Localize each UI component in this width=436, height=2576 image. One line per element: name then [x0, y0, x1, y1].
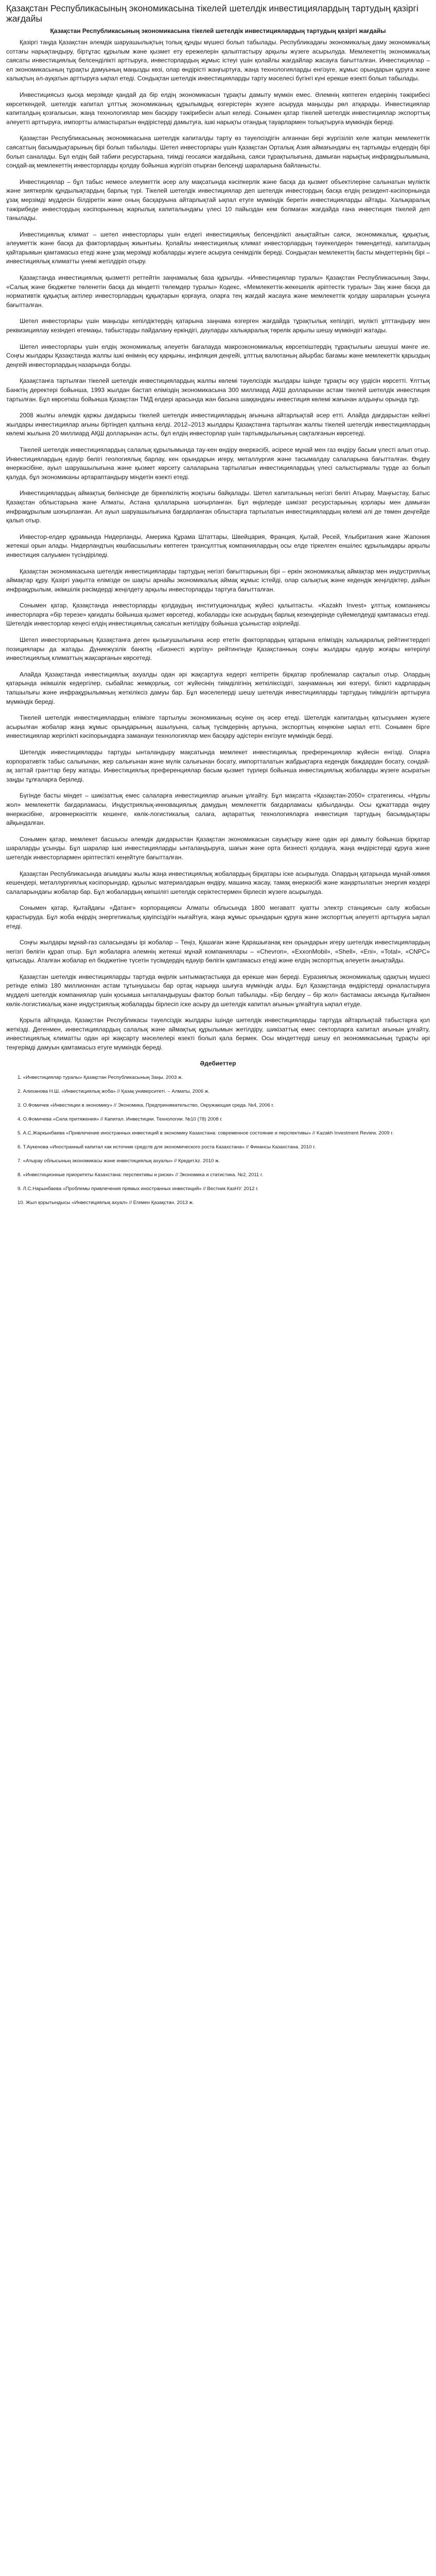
document-subtitle: Қазақстан Республикасының экономикасына тікелей шетелдік инвестициялардың тартудың қазіргі жағдайы: [50, 27, 386, 35]
paragraph: Тікелей шетелдік инвестициялардың елімізге тартылуы экономиканың өсуіне оң әсер етеді. Шетелдік капиталдың қатысуымен жүзеге асырылған жобалар жаңа жұмыс орындарының ашылуына, салық түсімдерінің артуына, экспорттың кеңеюіне ықпал етті. Сонымен бірге инвестициялар жергілікті кәсіпорындарға заманауи технологиялар мен басқару әдістерін енгізуге мүмкіндік берді.: [6, 714, 430, 740]
reference-item: 1. «Инвестициялар туралы» Қазақстан Республикасының Заңы. 2003 ж.: [18, 1074, 183, 1080]
paragraph: Алайда Қазақстанда инвестициялық ахуалды одан әрі жақсартуға кедергі келтіретін бірқатар проблемалар сақталып отыр. Олардың қатарында әкімшілік кедергілер, сыбайлас жемқорлық, сот жүйесінің тиімділігінің жеткіліксіздігі, заңнаманың жиі өзгеруі, білікті кадрлардың тапшылығы және инфрақұрылымның жеткіліксіз дамуы бар. Бұл мәселелерді шешу шетелдік инвестицияларды тартудың тиімділігін арттыруға мүмкіндік береді.: [6, 670, 430, 705]
paragraph: Қазақстан Республикасының экономикасына шетелдік капиталды тарту өз тәуелсіздігін алғаннан бері жүргізіліп келе жатқан мемлекеттік саясаттың басымдықтарының бірі болып табылады. Шетел инвесторлары үшін Қазақстан Орталық Азия аймағындағы ең тартымды елдердің бірі болып саналады. Бұл елдің бай табиғи ресурстарына, тиімді геосаяси жағдайына, саяси тұрақтылығына, дамыған нарықтық инфрақұрылымына, сондай-ақ мемлекеттің инвесторларды қолдау бойынша жүргізіп отырған белсенді шараларына байланысты.: [6, 134, 430, 170]
paragraph: Инвестициялардың аймақтық бөлінісінде де біркелкіліктің жоқтығы байқалады. Шетел капиталының негізгі бөлігі Атырау, Маңғыстау, Батыс Қазақстан облыстарына және Алматы, Астана қалаларына шоғырланған. Бұл өңірлерде шикізат ресурстарының қорлары мен дамыған инфрақұрылым шоғырланған. Ал ауыл шаруашылығына бағдарланған облыстарға тартылатын инвестициялардың көлемі әлі де төмен деңгейде қалып отыр.: [6, 489, 430, 524]
reference-item: 5. А.С.Жаркынбаева «Привлечение иностранных инвестиций в экономику Казахстана: современное состояние и перспективы» // Kazakh Investment Review. 2009 г.: [18, 1130, 394, 1136]
paragraph: Қазақстанға тартылған тікелей шетелдік инвестициялардың жалпы көлемі тәуелсіздік жылдары ішінде тұрақты өсу үрдісін көрсетті. Ұлттық Банктің деректері бойынша, 1993 жылдан бастап еліміздің экономикасына 300 миллиард АҚШ долларынан астам тікелей шетелдік инвестиция тартылған. Бұл көрсеткіш бойынша Қазақстан ТМД елдері арасында жан басына шаққандағы инвестиция көлемі жағынан алдыңғы орында тұр.: [6, 377, 430, 403]
paragraph: Соңғы жылдары мұнай-газ саласындағы ірі жобалар – Теңіз, Қашаған және Қарашығанақ кен орындарын игеру шетелдік инвестициялардың негізгі бөлігін құрап отыр. Бұл жобаларға әлемнің жетекші мұнай компаниялары – «Chevron», «ExxonMobil», «Shell», «Eni», «Total», «CNPC» қатысады. Аталған жобалар ел бюджетіне түсетін түсімдердің едәуір бөлігін қамтамасыз етеді және елдің экспорттық әлеуетін анықтайды.: [6, 939, 430, 964]
paragraph: Шетел инвесторларының Қазақстанға деген қызығушылығына әсер ететін факторлардың қатарына еліміздің халықаралық рейтингтердегі позициялары да жатады. Дүниежүзілік банктің «Бизнесті жүргізу» рейтингінде Қазақстанның соңғы жылдары едәуір жоғары көтерілуі инвестициялық климаттың жақсарғанын көрсетеді.: [6, 636, 430, 662]
paragraph: Сонымен қатар, Қазақстанда инвесторларды қолдаудың институционалдық жүйесі қалыптасты. «Kazakh Invest» ұлттық компаниясы инвесторларға «бір терезе» қағидаты бойынша қызмет көрсетеді, жобаларды іске асырудың барлық кезеңдерінде сүйемелдеуді қамтамасыз етеді. Шетелдік инвесторлар кеңесі елдің инвестициялық саясатын жетілдіру бойынша ұсыныстар әзірлейді.: [6, 602, 430, 628]
document-page: [0, 0, 436, 1206]
paragraph: Инвестициялық климат – шетел инвесторлары үшін елдегі инвестициялық белсенділікті анықтайтын саяси, экономикалық, құқықтық, әлеуметтік және басқа да факторлардың жиынтығы. Қолайлы инвестициялық климат инвесторлардың тәуекелдерін төмендетеді, капиталдың қайтарымын қамтамасыз етеді және ұзақ мерзімді жобаларды жүзеге асыруға сенімділік береді. Сондықтан мемлекеттің басты міндеттерінің бірі – инвестициялық климатты үнемі жетілдіріп отыру.: [6, 230, 430, 265]
reference-item: 10. Жыл қорытындысы «Инвестициялық ахуал» // Егемен Қазақстан. 2013 ж.: [18, 1199, 194, 1206]
reference-item: 4. О.Фомичева «Сила притяжения» // Капитал. Инвестиции. Технологии. №10 (78) 2008 г.: [18, 1116, 223, 1122]
paragraph: Сонымен қатар, мемлекет басшысы әлемдік дағдарыстан Қазақстан экономикасын сауықтыру және одан әрі дамыту бойынша бірқатар шараларды ұсынды. Бұл шаралар ішкі инвестицияларды ынталандыруға, шағын және орта бизнесті қолдауға, жаңа өндірістерді құруға және шетелдік инвесторлармен әріптестікті кеңейтуге бағытталған.: [6, 835, 430, 861]
references-list: [6, 1074, 430, 1206]
references-heading: Әдебиеттер: [200, 1059, 236, 1067]
document-title: Қазақстан Республикасының экономикасына тікелей шетелдік инвестициялардың тартудың қазіргі жағдайы: [6, 3, 418, 24]
paragraph: Сонымен қатар, Қытайдағы «Датанг» корпорациясы Алматы облысында 1800 мегаватт қуатты электр станциясын салу жобасын қарастыруда. Бұл жоба өңірдің энергетикалық қауіпсіздігін нығайтуға, жаңа жұмыс орындарын құруға және экспорттық әлеуетті арттыруға ықпал етеді.: [6, 904, 430, 930]
paragraph: Тікелей шетелдік инвестициялардың салалық құрылымында тау-кен өндіру өнеркәсібі, әсіресе мұнай мен газ өндіру басым үлесті алып отыр. Инвестициялардың едәуір бөлігі геологиялық барлау, кен орындарын игеру, металлургия және тасымалдау салаларына бағытталған. Өңдеу өнеркәсібіне, ауыл шаруашылығына және қызмет көрсету салаларына тартылатын инвестициялардың үлесі салыстырмалы түрде аз болып қалуда, бұл экономиканы әртараптандыру міндетін өзекті етеді.: [6, 446, 430, 481]
paragraph: Инвестор-елдер құрамында Нидерланды, Америка Құрама Штаттары, Швейцария, Франция, Қытай, Ресей, Ұлыбритания және Жапония жетекші орын алады. Нидерландтың көшбасшылығы көптеген трансұлттық компаниялардың осы елде тіркелген еншілес құрылымдары арқылы инвестиция салуымен түсіндіріледі.: [6, 533, 430, 558]
paragraph: Шетелдік инвестицияларды тартуды ынталандыру мақсатында мемлекет инвестициялық преференциялар жүйесін енгізді. Оларға корпоративтік табыс салығынан, жер салығынан және мүлік салығынан босату, импортталатын жабдықтарға кедендік баждардан босату, сондай-ақ заттай гранттар беру жатады. Инвестициялық преференциялар басым қызмет түрлері бойынша инвестициялық жобаларды жүзеге асыратын заңды тұлғаларға беріледі.: [6, 749, 430, 783]
reference-item: 6. Т.Аукенова «Иностранный капитал как источник средств для экономического роста Казахстана» // Финансы Казахстана. 2010 г.: [18, 1144, 316, 1150]
paragraph: Қазақстан экономикасына шетелдік инвестицияларды тартудың негізгі бағыттарының бірі – еркін экономикалық аймақтар мен индустриялық аймақтар құру. Қазіргі уақытта елімізде он шақты арнайы экономикалық аймақ жұмыс істейді, олар салықтық және кедендік жеңілдіктер, дайын инфрақұрылым, әкімшілік рәсімдерді жеңілдету арқылы инвесторларды тартуға бағытталған.: [6, 567, 430, 593]
paragraph: Инвестициялар – бұл табыс немесе әлеуметтік әсер алу мақсатында кәсіпкерлік және басқа да қызмет объектілеріне салынатын мүліктік және зияткерлік құндылықтардың барлық түрі. Тікелей шетелдік инвестициялар деп шетелдік инвестордың басқа елдің резидент-кәсіпорнында ұзақ мерзімді мүддесін білдіретін және оның басқаруына айтарлықтай ықпал етуге мүмкіндік беретін инвестицияларды айтады. Халықаралық тәжірибеде инвестордың кәсіпорынның жарғылық капиталындағы үлесі 10 пайыздан кем болмаған жағдайда ғана инвестиция тікелей деп танылады.: [6, 178, 430, 222]
paragraph: Қазақстан шетелдік инвестицияларды тартуда өңірлік ынтымақтастыққа да ерекше мән береді. Еуразиялық экономикалық одақтың мүшесі ретінде еліміз 180 миллионнан астам тұтынушысы бар ортақ нарыққа шығуға мүмкіндік алды. Бұл Қазақстанда өндірістерді орналастыруға мүдделі шетелдік компаниялар үшін қосымша ынталандырушы фактор болып табылады. «Бір белдеу – бір жол» бастамасы аясында Қытаймен көлік-логистикалық және индустриялық жобаларды бірлесіп іске асыру да шетелдік капитал ағынын ұлғайтуға ықпал етуде.: [6, 973, 430, 1008]
paragraph: Шетел инвесторлары үшін елдің экономикалық әлеуетін бағалауда макроэкономикалық көрсеткіштердің тұрақтылығы шешуші мәнге ие. Соңғы жылдары Қазақстанда жалпы ішкі өнімнің өсу қарқыны, инфляция деңгейі, ұлттық валютаның айырбас бағамы және мемлекеттік қарыздың деңгейі инвесторлардың назарында болды.: [6, 343, 430, 368]
paragraph: Шетел инвесторлары үшін маңызды кепілдіктердің қатарына заңнама өзгерген жағдайда тұрақтылық кепілдігі, мүлікті ұлттандыру мен реквизициялау кезіндегі өтемақы, табыстарды пайдалану еркіндігі, дауларды халықаралық төрелік арқылы шешу мүмкіндігі жатады.: [6, 317, 430, 334]
paragraph: 2008 жылғы әлемдік қаржы дағдарысы тікелей шетелдік инвестициялардың ағынына айтарлықтай әсер етті. Алайда дағдарыстан кейінгі жылдары инвестициялар ағыны біртіндеп қалпына келді. 2012–2013 жылдары Қазақстанға тартылған жалпы тікелей шетелдік инвестициялардың көлемі жылына 20 миллиард АҚШ долларынан асты, бұл елдің инвесторлар үшін тартымдылығының сақталғанын көрсетеді.: [6, 412, 430, 437]
reference-item: 9. Л.С.Нарынбаева «Проблемы привлечения прямых иностранных инвестиций» // Вестник КазНУ. 2012 г.: [18, 1185, 259, 1192]
reference-item: 8. «Инвестиционные приоритеты Казахстана: перспективы и риски» // Экономика и статистика. №2, 2011 г.: [18, 1172, 263, 1178]
reference-item: 3. О.Фомичев «Инвестиции в экономику» // Экономика, Предпринимательство, Окружающая среда. №4, 2006 г.: [18, 1102, 274, 1108]
reference-item: 2. Алиханова Н.Ш. «Инвестициялық жоба» // Қазақ университеті. – Алматы, 2006 ж.: [18, 1088, 210, 1094]
article-body: [6, 38, 430, 1053]
reference-item: 7. «Атырау облысының экономикасы және инвестициялық ахуалы» // Кредит.kz. 2010 ж.: [18, 1158, 220, 1164]
paragraph: Қорыта айтқанда, Қазақстан Республикасы тәуелсіздік жылдары ішінде шетелдік инвестицияларды тартуда айтарлықтай табыстарға қол жеткізді. Дегенмен, инвестициялардың салалық және аймақтық құрылымын жетілдіру, шикізаттық емес секторларға капитал ағынын ұлғайту, инвестициялық климатты одан әрі жақсарту мәселелері өзекті болып қала бермек. Осы міндеттерді шешу ел экономикасының тұрақты әрі теңгерімді дамуын қамтамасыз етуге мүмкіндік береді.: [6, 1016, 430, 1052]
paragraph: Қазіргі таңда Қазақстан әлемдік шаруашылықтың толық құнды мүшесі болып табылады. Республикадағы экономикалық даму экономикалық соттағы нарықтандыру, біртұтас құрылым және қызмет ету ережелерін қалыптастыру арқылы жүзеге асырылуда. Мемлекеттің экономикалық саясаты инвестициялық белсенділікті арттыруға, инвесторлардың жұмыс істеуі үшін қолайлы жағдайлар жасауға бағытталған. Инвестициялар – ел экономикасының тұрақты дамуының маңызды көзі, олар өндірісті жаңғыртуға, жаңа технологияларды енгізуге, жұмыс орындарын құруға және халықтың әл-ауқатын арттыруға ықпал етеді. Сондықтан шетелдік инвестицияларды тарту мәселесі бүгінгі күні ерекше өзекті болып табылады.: [6, 39, 430, 82]
paragraph: Қазақстанда инвестициялық қызметті реттейтін заңнамалық база құрылды. «Инвестициялар туралы» Қазақстан Республикасының Заңы, «Салық және бюджетке төленетін басқа да міндетті төлемдер туралы» Кодекс, «Мемлекеттік-жекешелік әріптестік туралы» Заң және басқа да нормативтік құқықтық актілер инвесторлардың құқықтарын қорғауға, оларға тең жағдай жасауға және мемлекеттік қолдау шараларын ұсынуға бағытталған.: [6, 274, 430, 309]
paragraph: Қазақстан Республикасында ағымдағы жылы жаңа инвестициялық жобалардың бірқатары іске асырылуда. Олардың қатарында мұнай-химия кешендері, металлургиялық кәсіпорындар, құрылыс материалдарын өндіру, машина жасау, тамақ өнеркәсібі және жаңартылатын энергия көздері салаларындағы жобалар бар. Бұл жобалардың көпшілігі шетелдік серіктестермен бірлесіп жүзеге асырылуда.: [6, 870, 430, 895]
paragraph: Бүгінде басты міндет – шикізаттық емес салаларға инвестициялар ағынын ұлғайту. Бұл мақсатта «Қазақстан-2050» стратегиясы, «Нұрлы жол» мемлекеттік бағдарламасы, Индустриялық-инновациялық дамудың мемлекеттік бағдарламасы қабылданды. Осы құжаттарда өңдеу өнеркәсібіне, агроөнеркәсіптік кешенге, көлік-логистикалық салаға, ақпараттық технологияларға инвестиция тартудың басымдықтары айқындалған.: [6, 792, 430, 827]
paragraph: Инвестициясыз қысқа мерзімде қандай да бір елдің экономикасын тұрақты дамыту мүмкін емес. Әлемнің көптеген елдерінің тәжірибесі көрсеткендей, шетелдік капитал ұлттық экономиканың құрылымдық өзгерістерін жүзеге асыруда маңызды рөл атқарады. Инвестициялар капиталдың қозғалысын, жаңа технологиялар мен басқару тәжірибесін алып келеді. Сонымен қатар тікелей шетелдік инвестициялар экспорттық әлеуетті арттыруға, импортты алмастыратын өндірістерді дамытуға, ішкі нарықты отандық тауарлармен толықтыруға мүмкіндік береді.: [6, 91, 430, 126]
